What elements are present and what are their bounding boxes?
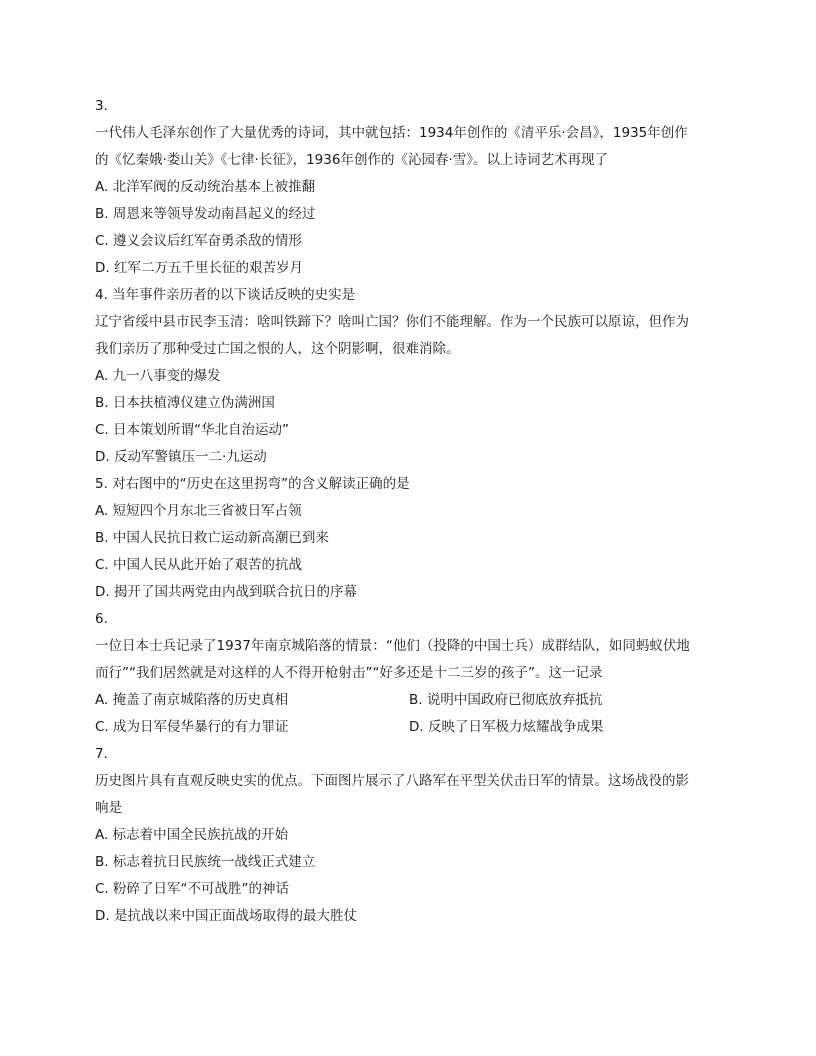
question-stem-line: 的《忆秦娥·娄山关》《七律·长征》，1936年创作的《沁园春·雪》。以上诗词艺术再现了 <box>95 152 608 168</box>
question-stem-line: 响是 <box>95 800 122 816</box>
option-a: A. 北洋军阀的反动统治基本上被推翻 <box>95 179 316 195</box>
option-d: D. 反映了日军极力炫耀战争成果 <box>409 719 604 735</box>
question-stem-line: 一代伟人毛泽东创作了大量优秀的诗词，其中就包括：1934年创作的《清平乐·会昌》，1935年创作 <box>95 125 688 141</box>
exam-page <box>95 93 725 930</box>
question-title: 4. 当年事件亲历者的以下谈话反映的史实是 <box>95 287 356 303</box>
option-row <box>95 687 725 714</box>
option-b: B. 中国人民抗日救亡运动新高潮已到来 <box>95 530 329 546</box>
question-number: 7. <box>95 746 108 762</box>
question-number: 6. <box>95 611 108 627</box>
option-a: A. 掩盖了南京城陷落的历史真相 <box>95 692 289 708</box>
option-a: A. 九一八事变的爆发 <box>95 368 221 384</box>
option-b: B. 周恩来等领导发动南昌起义的经过 <box>95 206 316 222</box>
option-b: B. 日本扶植溥仪建立伪满洲国 <box>95 395 275 411</box>
question-6 <box>95 606 725 741</box>
option-a: A. 短短四个月东北三省被日军占领 <box>95 503 302 519</box>
question-5 <box>95 471 725 606</box>
option-c: C. 日本策划所谓“华北自治运动” <box>95 422 289 438</box>
option-a: A. 标志着中国全民族抗战的开始 <box>95 827 289 843</box>
option-b: B. 说明中国政府已彻底放弃抵抗 <box>409 692 603 708</box>
question-stem-line: 历史图片具有直观反映史实的优点。下面图片展示了八路军在平型关伏击日军的情景。这场战役的影 <box>95 773 689 789</box>
question-4 <box>95 282 725 471</box>
option-c: C. 遵义会议后红军奋勇杀敌的情形 <box>95 233 303 249</box>
option-d: D. 反动军警镇压一二·九运动 <box>95 449 267 465</box>
question-stem-line: 辽宁省绥中县市民李玉清：啥叫铁蹄下？啥叫亡国？你们不能理解。作为一个民族可以原谅，但作为 <box>95 314 689 330</box>
option-c: C. 粉碎了日军“不可战胜”的神话 <box>95 881 289 897</box>
option-c: C. 中国人民从此开始了艰苦的抗战 <box>95 557 303 573</box>
question-stem-line: 一位日本士兵记录了1937年南京城陷落的情景：“他们（投降的中国士兵）成群结队，如同蚂蚁伏地 <box>95 638 690 654</box>
option-b: B. 标志着抗日民族统一战线正式建立 <box>95 854 316 870</box>
option-c: C. 成为日军侵华暴行的有力罪证 <box>95 719 289 735</box>
question-number: 3. <box>95 98 108 114</box>
question-title: 5. 对右图中的“历史在这里拐弯”的含义解读正确的是 <box>95 476 410 492</box>
question-7 <box>95 741 725 930</box>
question-stem-line: 而行”“我们居然就是对这样的人不得开枪射击”“好多还是十二三岁的孩子”。这一记录 <box>95 665 603 681</box>
question-3 <box>95 93 725 282</box>
option-d: D. 是抗战以来中国正面战场取得的最大胜仗 <box>95 908 357 924</box>
question-stem-line: 我们亲历了那种受过亡国之恨的人，这个阴影啊，很难消除。 <box>95 341 460 357</box>
option-row <box>95 714 725 741</box>
option-d: D. 揭开了国共两党由内战到联合抗日的序幕 <box>95 584 357 600</box>
option-d: D. 红军二万五千里长征的艰苦岁月 <box>95 260 303 276</box>
